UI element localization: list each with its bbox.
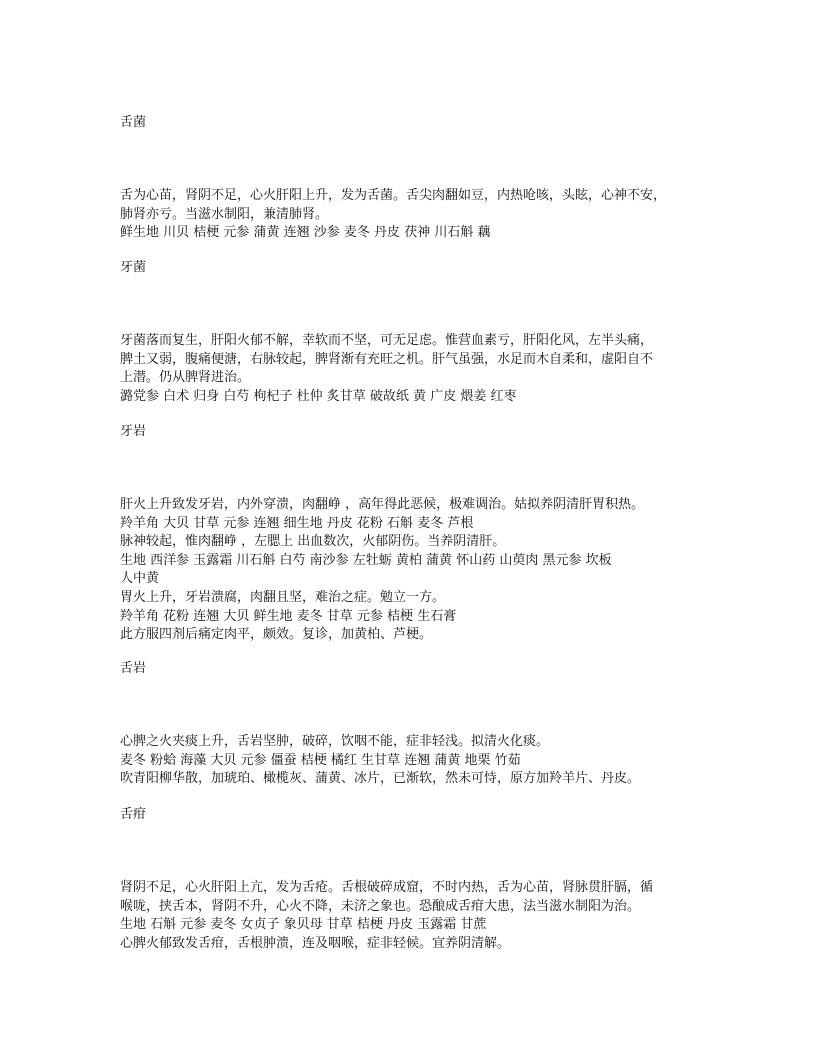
body-line: 牙菌落而复生，肝阳火郁不解，幸软而不坚，可无足虑。惟营血素亏，肝阳化风，左半头痛， (120, 333, 654, 348)
section-title-sheyan: 舌岩 (120, 661, 147, 676)
section-body-yayan (120, 496, 702, 645)
body-line: 脾土又弱，腹痛便溏，右脉较起，脾肾渐有充旺之机。肝气虽强，水足而木自柔和，虚阳自不 (120, 351, 654, 367)
body-line: 喉咙，挟舌本，肾阴不升，心火不降，未济之象也。恐酿成舌疳大患，法当滋水制阳为治。 (120, 898, 641, 914)
section-title-shegan: 舌疳 (120, 807, 147, 822)
body-line: 心脾之火夹痰上升，舌岩坚肿，破碎，饮咽不能，症非轻浅。拟清火化痰。 (120, 734, 550, 749)
prescription-line: 生地 石斛 元参 麦冬 女贞子 象贝母 甘草 桔梗 丹皮 玉露霜 甘蔗 (120, 917, 487, 933)
body-line: 肾阴不足，心火肝阳上亢，发为舌疮。舌根破碎成窟，不时内热，舌为心苗，肾脉贯肝膈，循 (120, 880, 654, 895)
body-line: 上潜。仍从脾肾进治。 (120, 370, 251, 386)
section-body-shegan (120, 879, 702, 953)
section-title-shejun: 舌菌 (120, 115, 147, 130)
section-title-yayan: 牙岩 (120, 424, 147, 439)
section-body-yajun (120, 332, 702, 406)
prescription-line: 潞党参 白术 归身 白芍 枸杞子 杜仲 炙甘草 破故纸 黄 广皮 煨姜 红枣 (120, 388, 517, 404)
body-line: 吹青阳柳华散，加琥珀、橄榄灰、蒲黄、冰片，已渐软，然未可恃，原方加羚羊片、丹皮。 (120, 771, 641, 787)
section-title-yajun: 牙菌 (120, 260, 147, 275)
body-line: 脉神较起，惟肉翻峥 ，左腮上 出血数次，火郁阴伤。当养阴清肝。 (120, 534, 506, 550)
prescription-line: 人中黄 (120, 571, 160, 587)
prescription-line: 羚羊角 大贝 甘草 元参 连翘 细生地 丹皮 花粉 石斛 麦冬 芦根 (120, 515, 474, 531)
body-line: 此方服四剂后痛定肉平，颇效。复诊，加黄柏、芦梗。 (120, 627, 433, 643)
prescription-line: 羚羊角 花粉 连翘 大贝 鲜生地 麦冬 甘草 元参 桔梗 生石膏 (120, 608, 457, 624)
body-line: 肝火上升致发牙岩，内外穿溃，肉翻峥 ，高年得此恶候，极难调治。姑拟养阴清肝胃积热。 (120, 497, 645, 512)
body-line: 心脾火郁致发舌疳，舌根肿溃，连及咽喉，症非轻候。宜养阴清解。 (120, 935, 511, 951)
prescription-line: 鲜生地 川贝 桔梗 元参 蒲黄 连翘 沙参 麦冬 丹皮 茯神 川石斛 藕 (120, 225, 491, 241)
prescription-line: 生地 西洋参 玉露霜 川石斛 白芍 南沙参 左牡蛎 黄柏 蒲黄 怀山药 山萸肉 黑元参 坎板 (120, 552, 612, 568)
body-line: 舌为心苗，肾阴不足，心火肝阳上升，发为舌菌。舌尖肉翻如豆，内热呛咳，头眩，心神不安， (120, 188, 667, 203)
prescription-line: 麦冬 粉蛤 海藻 大贝 元参 僵蚕 桔梗 橘红 生甘草 连翘 蒲黄 地栗 竹茹 (120, 752, 521, 768)
body-line: 胃火上升，牙岩溃腐，肉翻且坚，难治之症。勉立一方。 (120, 589, 446, 605)
body-line: 肺肾亦亏。当滋水制阳，兼清肺肾。 (120, 206, 329, 222)
section-body-shejun (120, 187, 702, 243)
section-body-sheyan (120, 733, 702, 789)
